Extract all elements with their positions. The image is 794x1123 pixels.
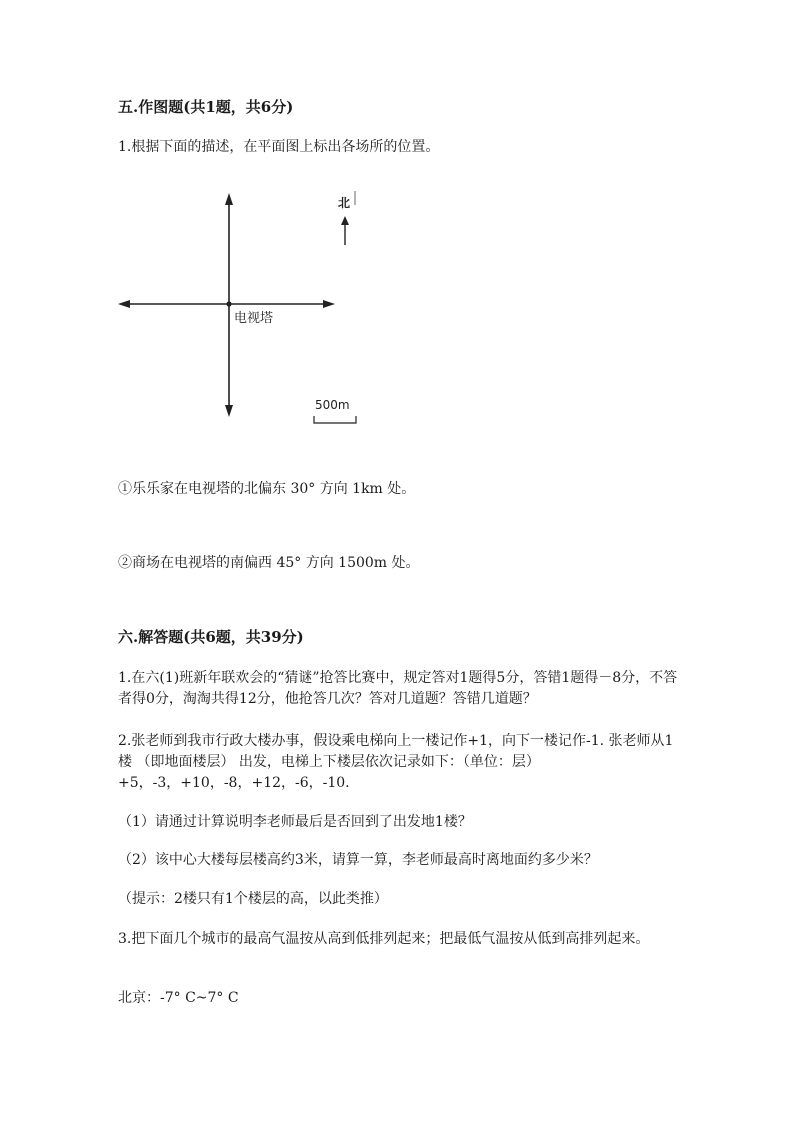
east-arrowhead (323, 300, 335, 308)
tv-tower-point (226, 301, 231, 306)
west-arrowhead (118, 300, 130, 308)
question-6-2: 2.张老师到我市行政大楼办事，假设乘电梯向上一楼记作+1，向下一楼记作-1. 张老师从1楼 （即地面楼层） 出发，电梯上下楼层依次记录如下：（单位：层）+5，-3，+10，-8，+12，-6，-10. (118, 733, 674, 791)
question-5-1: 1.根据下面的描述，在平面图上标出各场所的位置。 (118, 139, 440, 155)
question-6-2-sub-2: （2）该中心大楼每层楼高约3米，请算一算，李老师最高时离地面约多少米？ (118, 852, 598, 868)
scale-bar (314, 416, 356, 423)
north-arrowhead (225, 193, 233, 205)
section-5-title: 五.作图题(共1题，共6分) (118, 98, 294, 116)
plan-diagram (110, 185, 370, 435)
item-2: ②商场在电视塔的南偏西 45° 方向 1500m 处。 (118, 555, 420, 571)
south-arrowhead (225, 405, 233, 417)
tv-tower-label: 电视塔 (234, 311, 274, 326)
question-6-3-beijing: 北京：-7° C~7° C (118, 990, 239, 1006)
question-6-2-hint: （提示：2楼只有1个楼层的高，以此类推） (118, 891, 388, 907)
question-6-3: 3.把下面几个城市的最高气温按从高到低排列起来；把最低气温按从低到高排列起来。 (118, 931, 650, 947)
north-label: 北 (338, 196, 351, 210)
question-6-1: 1.在六(1)班新年联欢会的“猜谜”抢答比赛中，规定答对1题得5分，答错1题得－8分，不答者得0分，淘淘共得12分，他抢答几次？答对几道题？答错几道题？ (118, 670, 678, 707)
section-6-title: 六.解答题(共6题，共39分) (118, 628, 304, 646)
north-indicator-arrowhead (341, 216, 349, 225)
item-1: ①乐乐家在电视塔的北偏东 30° 方向 1km 处。 (118, 481, 416, 497)
scale-label: 500m (315, 398, 350, 412)
question-6-2-sub-1: （1）请通过计算说明李老师最后是否回到了出发地1楼？ (118, 814, 472, 830)
